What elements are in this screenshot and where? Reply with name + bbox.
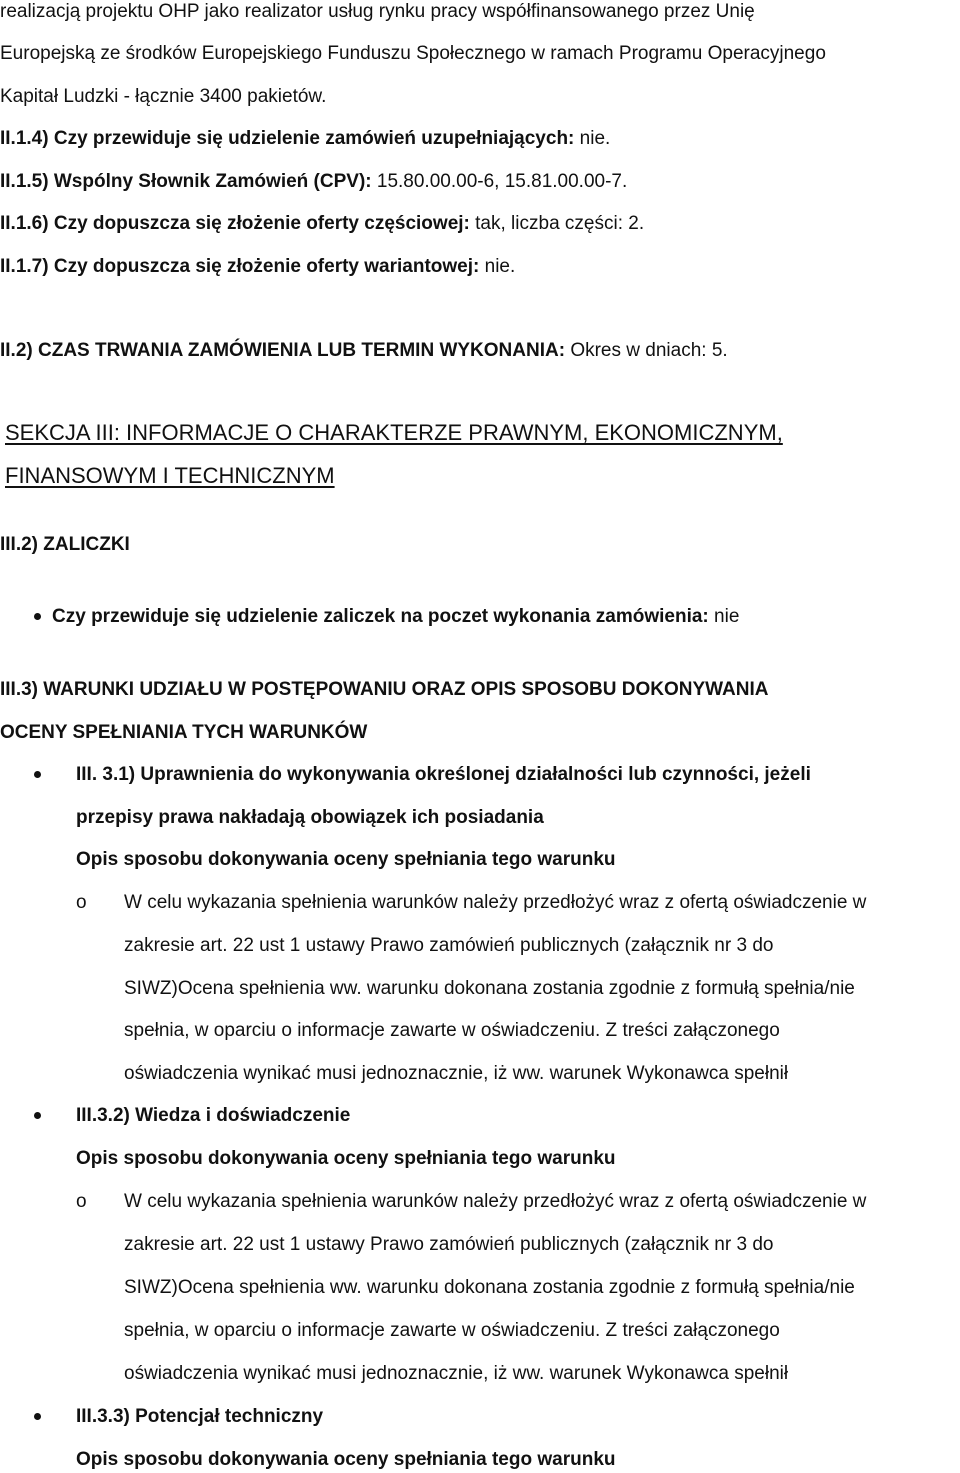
intro-line-3: Kapitał Ludzki - łącznie 3400 pakietów. <box>0 86 327 107</box>
item-ii-1-7 <box>0 257 515 276</box>
circle-bullet-icon: o <box>76 892 87 913</box>
bullet-icon <box>34 613 41 620</box>
condition-2-title: III.3.2) Wiedza i doświadczenie <box>76 1105 351 1126</box>
condition-1-text-4: spełnia, w oparciu o informacje zawarte w oświadczeniu. Z treści załączonego <box>124 1020 780 1041</box>
advances-title: III.2) ZALICZKI <box>0 534 130 555</box>
item-label: II.2) CZAS TRWANIA ZAMÓWIENIA LUB TERMIN WYKONANIA: <box>0 340 566 361</box>
conditions-title-line-1: III.3) WARUNKI UDZIAŁU W POSTĘPOWANIU ORAZ OPIS SPOSOBU DOKONYWANIA <box>0 679 769 700</box>
condition-2-text-1: W celu wykazania spełnienia warunków należy przedłożyć wraz z ofertą oświadczenie w <box>124 1191 867 1212</box>
item-ii-1-5 <box>0 172 627 191</box>
condition-3-title: III.3.3) Potencjał techniczny <box>76 1406 324 1427</box>
circle-bullet-icon: o <box>76 1191 87 1212</box>
condition-1-title-line-2: przepisy prawa nakładają obowiązek ich posiadania <box>76 807 544 828</box>
item-ii-1-6 <box>0 214 644 233</box>
item-label: II.1.7) Czy dopuszcza się złożenie oferty wariantowej: <box>0 256 480 277</box>
item-ii-2 <box>0 341 728 360</box>
conditions-title-line-2: OCENY SPEŁNIANIA TYCH WARUNKÓW <box>0 722 368 743</box>
assessment-label: Opis sposobu dokonywania oceny spełniania tego warunku <box>76 1148 616 1169</box>
intro-line-2: Europejską ze środków Europejskiego Funduszu Społecznego w ramach Programu Operacyjnego <box>0 43 826 64</box>
assessment-label: Opis sposobu dokonywania oceny spełniania tego warunku <box>76 849 616 870</box>
section-heading-line-2: FINANSOWYM I TECHNICZNYM <box>5 463 335 488</box>
bullet-icon <box>34 1413 41 1420</box>
bullet-icon <box>34 771 41 778</box>
condition-2-text-2: zakresie art. 22 ust 1 ustawy Prawo zamówień publicznych (załącznik nr 3 do <box>124 1234 774 1255</box>
intro-line-1: realizacją projektu OHP jako realizator usług rynku pracy współfinansowanego przez Unię <box>0 1 755 22</box>
condition-1-text-5: oświadczenia wynikać musi jednoznacznie, iż ww. warunek Wykonawca spełnił <box>124 1063 789 1084</box>
item-value: tak, liczba części: 2. <box>469 213 645 234</box>
item-ii-1-4 <box>0 129 610 148</box>
question-answer: nie <box>708 606 740 627</box>
condition-2-text-3: SIWZ)Ocena spełnienia ww. warunku dokonana zostania zgodnie z formułą spełnia/nie <box>124 1277 855 1298</box>
item-label: II.1.5) Wspólny Słownik Zamówień (CPV): <box>0 171 372 192</box>
item-label: II.1.6) Czy dopuszcza się złożenie oferty częściowej: <box>0 213 470 234</box>
item-value: Okres w dniach: 5. <box>565 340 728 361</box>
item-label: II.1.4) Czy przewiduje się udzielenie zamówień uzupełniających: <box>0 128 575 149</box>
section-heading-line-1: SEKCJA III: INFORMACJE O CHARAKTERZE PRAWNYM, EKONOMICZNYM, <box>5 420 783 445</box>
item-value: nie. <box>574 128 611 149</box>
question-label: Czy przewiduje się udzielenie zaliczek na poczet wykonania zamówienia: <box>52 606 709 627</box>
condition-1-text-3: SIWZ)Ocena spełnienia ww. warunku dokonana zostania zgodnie z formułą spełnia/nie <box>124 978 855 999</box>
condition-1-text-1: W celu wykazania spełnienia warunków należy przedłożyć wraz z ofertą oświadczenie w <box>124 892 867 913</box>
condition-2-text-5: oświadczenia wynikać musi jednoznacznie, iż ww. warunek Wykonawca spełnił <box>124 1363 789 1384</box>
item-value: nie. <box>479 256 516 277</box>
assessment-label: Opis sposobu dokonywania oceny spełniania tego warunku <box>76 1449 616 1470</box>
condition-2-text-4: spełnia, w oparciu o informacje zawarte w oświadczeniu. Z treści załączonego <box>124 1320 780 1341</box>
condition-1-title-line-1: III. 3.1) Uprawnienia do wykonywania określonej działalności lub czynności, jeżeli <box>76 764 811 785</box>
advances-question <box>52 607 739 626</box>
bullet-icon <box>34 1112 41 1119</box>
item-value: 15.80.00.00-6, 15.81.00.00-7. <box>371 171 628 192</box>
condition-1-text-2: zakresie art. 22 ust 1 ustawy Prawo zamówień publicznych (załącznik nr 3 do <box>124 935 774 956</box>
